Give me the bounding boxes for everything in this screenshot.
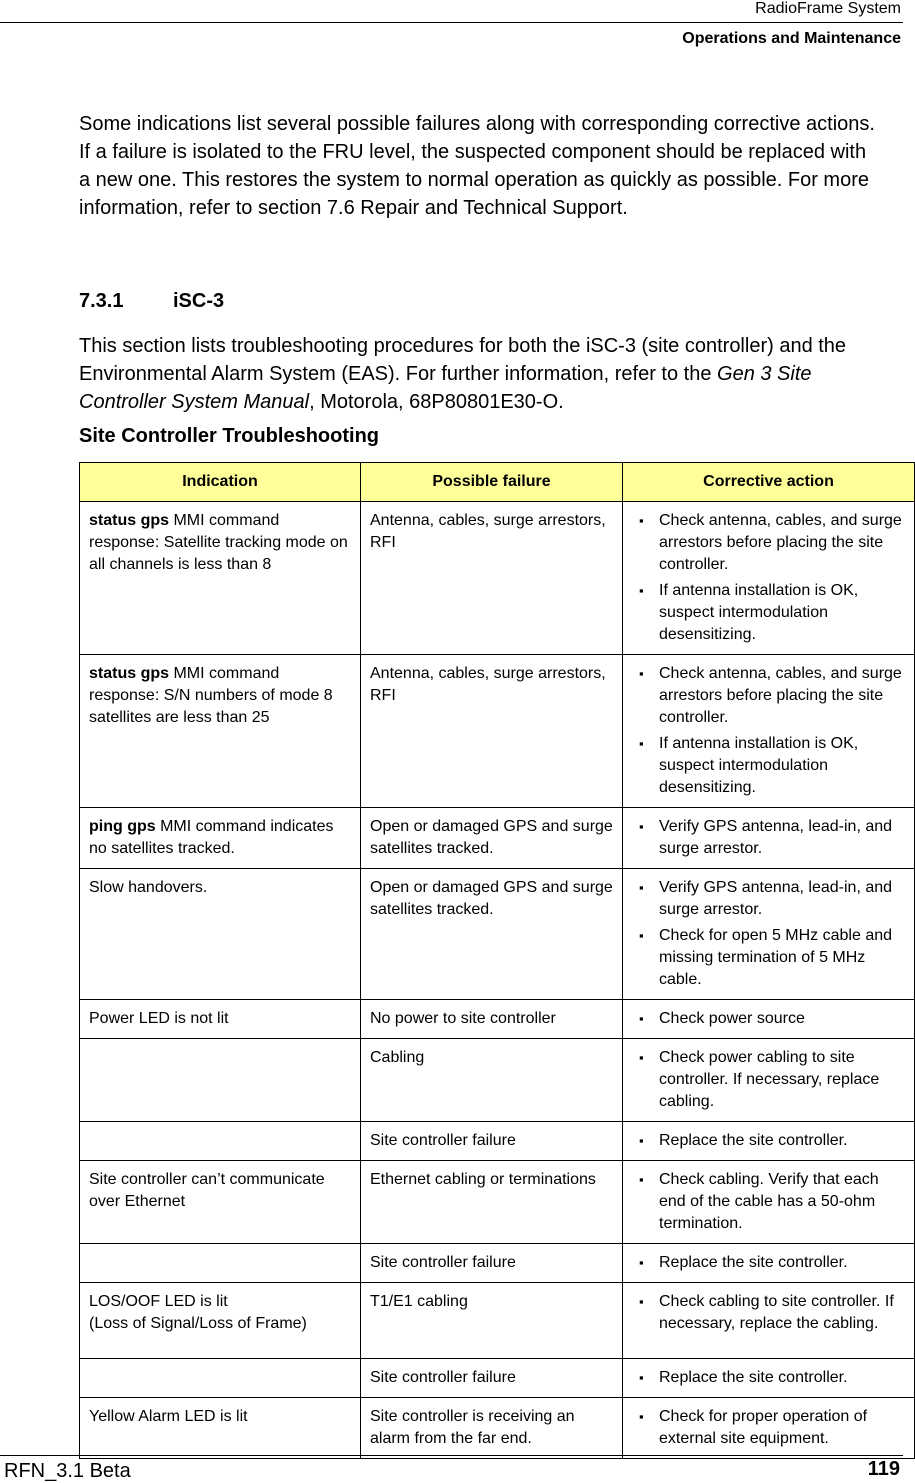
action-item: ▪ Replace the site controller. bbox=[632, 1130, 905, 1152]
failure-cell: Open or damaged GPS and surge satellites tracked. bbox=[361, 869, 623, 1000]
action-item: ▪ Check power cabling to site controller. If necessary, replace cabling. bbox=[632, 1047, 905, 1113]
action-cell bbox=[623, 1283, 915, 1359]
header-subtitle: Operations and Maintenance bbox=[682, 30, 901, 47]
failure-cell: Antenna, cables, surge arrestors, RFI bbox=[361, 502, 623, 655]
action-item: ▪ Check cabling to site controller. If necessary, replace the cabling. bbox=[632, 1291, 905, 1335]
section-heading bbox=[79, 290, 224, 313]
table-row bbox=[80, 1359, 915, 1398]
indication-command: status gps bbox=[89, 665, 170, 682]
action-list bbox=[632, 1169, 905, 1235]
header-rule bbox=[0, 22, 903, 23]
action-list bbox=[632, 1130, 905, 1152]
indication-cell bbox=[80, 1122, 361, 1161]
action-item: ▪ If antenna installation is OK, suspect intermodulation desensitizing. bbox=[632, 580, 905, 646]
action-cell bbox=[623, 1122, 915, 1161]
action-item: ▪ Check for open 5 MHz cable and missing termination of 5 MHz cable. bbox=[632, 925, 905, 991]
failure-cell: Ethernet cabling or terminations bbox=[361, 1161, 623, 1244]
indication-cell bbox=[80, 502, 361, 655]
footer-rule bbox=[0, 1455, 903, 1456]
table-row bbox=[80, 1244, 915, 1283]
action-list bbox=[632, 816, 905, 860]
action-cell bbox=[623, 1359, 915, 1398]
indication-text: MMI command indicates no satellites tracked. bbox=[89, 818, 334, 857]
action-item: ▪ Replace the site controller. bbox=[632, 1252, 905, 1274]
table-row bbox=[80, 869, 915, 1000]
header-possible-failure: Possible failure bbox=[361, 463, 623, 502]
table-title: Site Controller Troubleshooting bbox=[79, 425, 379, 447]
action-list bbox=[632, 1252, 905, 1274]
action-list bbox=[632, 1008, 905, 1030]
action-cell bbox=[623, 808, 915, 869]
indication-text: MMI command response: S/N numbers of mode 8 satellites are less than 25 bbox=[89, 665, 333, 726]
action-cell bbox=[623, 502, 915, 655]
action-cell bbox=[623, 1398, 915, 1459]
table-row bbox=[80, 655, 915, 808]
table-header-row bbox=[80, 463, 915, 502]
indication-text: MMI command response: Satellite tracking mode on all channels is less than 8 bbox=[89, 512, 348, 573]
action-item: ▪ Replace the site controller. bbox=[632, 1367, 905, 1389]
action-list bbox=[632, 1367, 905, 1389]
failure-cell: T1/E1 cabling bbox=[361, 1283, 623, 1359]
failure-cell: Site controller is receiving an alarm from the far end. bbox=[361, 1398, 623, 1459]
header-corrective-action: Corrective action bbox=[623, 463, 915, 502]
action-list bbox=[632, 1291, 905, 1335]
failure-cell: Site controller failure bbox=[361, 1359, 623, 1398]
action-cell bbox=[623, 1161, 915, 1244]
action-item: ▪ Check antenna, cables, and surge arrestors before placing the site controller. bbox=[632, 663, 905, 729]
footer-doc-id: RFN_3.1 Beta bbox=[4, 1460, 131, 1482]
troubleshooting-table bbox=[79, 462, 915, 1459]
section-text-after: , Motorola, 68P80801E30-O. bbox=[309, 391, 564, 413]
indication-cell: Yellow Alarm LED is lit bbox=[80, 1398, 361, 1459]
header-title: RadioFrame System bbox=[755, 0, 901, 17]
action-list bbox=[632, 1047, 905, 1113]
indication-cell bbox=[80, 1359, 361, 1398]
action-item: ▪ Verify GPS antenna, lead-in, and surge arrestor. bbox=[632, 877, 905, 921]
indication-cell bbox=[80, 1039, 361, 1122]
table-row bbox=[80, 808, 915, 869]
action-cell bbox=[623, 1039, 915, 1122]
table-row bbox=[80, 1122, 915, 1161]
table-row bbox=[80, 502, 915, 655]
indication-cell bbox=[80, 1283, 361, 1359]
header-indication: Indication bbox=[80, 463, 361, 502]
indication-cell bbox=[80, 655, 361, 808]
failure-cell: Site controller failure bbox=[361, 1244, 623, 1283]
table-row bbox=[80, 1283, 915, 1359]
table-row bbox=[80, 1161, 915, 1244]
action-list bbox=[632, 663, 905, 799]
indication-cell: Power LED is not lit bbox=[80, 1000, 361, 1039]
section-number: 7.3.1 bbox=[79, 290, 124, 312]
action-item: ▪ Check cabling. Verify that each end of the cable has a 50-ohm termination. bbox=[632, 1169, 905, 1235]
indication-cell: Slow handovers. bbox=[80, 869, 361, 1000]
indication-text-line2: (Loss of Signal/Loss of Frame) bbox=[89, 1315, 307, 1332]
indication-command: status gps bbox=[89, 512, 170, 529]
action-item: ▪ Check for proper operation of external site equipment. bbox=[632, 1406, 905, 1450]
action-item: ▪ Check antenna, cables, and surge arrestors before placing the site controller. bbox=[632, 510, 905, 576]
page-number: 119 bbox=[867, 1458, 900, 1480]
indication-command: ping gps bbox=[89, 818, 156, 835]
action-list bbox=[632, 510, 905, 646]
failure-cell: No power to site controller bbox=[361, 1000, 623, 1039]
table-row bbox=[80, 1398, 915, 1459]
table-row bbox=[80, 1039, 915, 1122]
action-cell bbox=[623, 655, 915, 808]
intro-paragraph: Some indications list several possible failures along with corresponding corrective actions. If a failure is isolated to the FRU level, the suspected component should be replaced with a new one. This restores the system to normal operation as quickly as possible. For more information, refer to section 7.6 Repair and Technical Support. bbox=[79, 113, 875, 219]
action-item: ▪ Verify GPS antenna, lead-in, and surge arrestor. bbox=[632, 816, 905, 860]
action-cell bbox=[623, 1000, 915, 1039]
table-row bbox=[80, 1000, 915, 1039]
failure-cell: Open or damaged GPS and surge satellites tracked. bbox=[361, 808, 623, 869]
section-text-before: This section lists troubleshooting procedures for both the iSC-3 (site controller) and the Environmental Alarm System (EAS). For further information, refer to the bbox=[79, 335, 847, 385]
indication-cell bbox=[80, 808, 361, 869]
action-cell bbox=[623, 869, 915, 1000]
action-list bbox=[632, 1406, 905, 1450]
action-item: ▪ Check power source bbox=[632, 1008, 905, 1030]
manual-title: Gen 3 Site Controller System Manual bbox=[79, 363, 812, 413]
section-paragraph bbox=[79, 332, 899, 416]
failure-cell: Cabling bbox=[361, 1039, 623, 1122]
section-title: iSC-3 bbox=[173, 290, 225, 312]
indication-cell: Site controller can’t communicate over Ethernet bbox=[80, 1161, 361, 1244]
indication-text: LOS/OOF LED is lit bbox=[89, 1293, 228, 1310]
action-list bbox=[632, 877, 905, 991]
failure-cell: Antenna, cables, surge arrestors, RFI bbox=[361, 655, 623, 808]
indication-cell bbox=[80, 1244, 361, 1283]
failure-cell: Site controller failure bbox=[361, 1122, 623, 1161]
action-item: ▪ If antenna installation is OK, suspect intermodulation desensitizing. bbox=[632, 733, 905, 799]
action-cell bbox=[623, 1244, 915, 1283]
